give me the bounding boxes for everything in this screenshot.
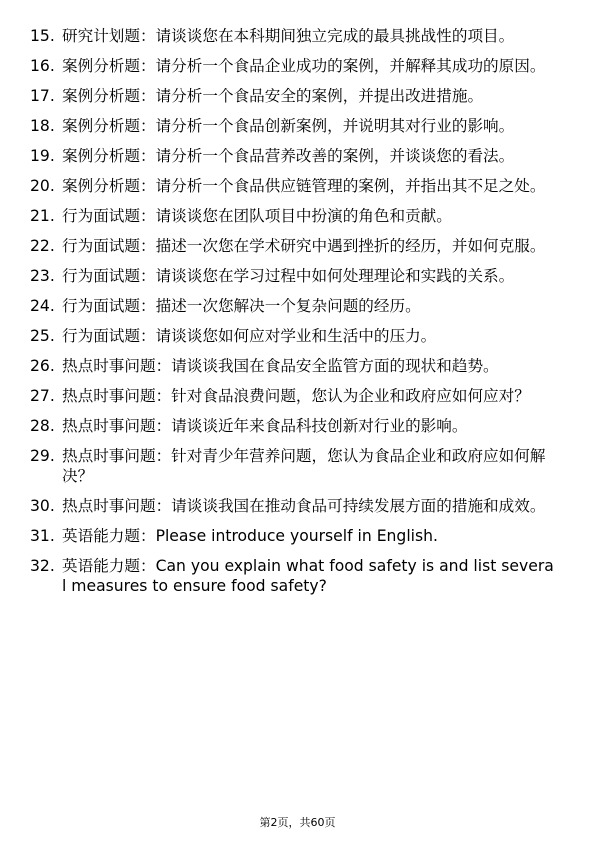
question-number: 29. [30,447,55,465]
question-text: 英语能力题：Please introduce yourself in English. [62,527,438,545]
question-item [30,386,570,406]
question-list [30,26,570,606]
question-item [30,116,570,136]
question-text: 热点时事问题：请谈谈我国在推动食品可持续发展方面的措施和成效。 [62,497,546,515]
question-number: 17. [30,87,55,105]
question-text: 案例分析题：请分析一个食品供应链管理的案例，并指出其不足之处。 [62,177,546,195]
question-number: 20. [30,177,55,195]
question-text: 行为面试题：请谈谈您在学习过程中如何处理理论和实践的关系。 [62,267,515,285]
question-number: 25. [30,327,55,345]
question-text: 行为面试题：请谈谈您如何应对学业和生活中的压力。 [62,327,437,345]
question-item [30,146,570,166]
question-number: 23. [30,267,55,285]
question-number: 19. [30,147,55,165]
question-item [30,236,570,256]
question-number: 24. [30,297,55,315]
question-item [30,176,570,196]
question-item [30,356,570,376]
question-item [30,446,570,486]
question-item [30,416,570,436]
question-number: 21. [30,207,55,225]
question-item [30,266,570,286]
question-text: 行为面试题：请谈谈您在团队项目中扮演的角色和贡献。 [62,207,452,225]
question-text: 热点时事问题：针对食品浪费问题，您认为企业和政府应如何应对？ [62,387,530,405]
question-number: 16. [30,57,55,75]
question-text: 行为面试题：描述一次您解决一个复杂问题的经历。 [62,297,421,315]
question-item [30,326,570,346]
question-number: 32. [30,557,55,575]
question-item [30,496,570,516]
question-text: 研究计划题：请谈谈您在本科期间独立完成的最具挑战性的项目。 [62,27,515,45]
question-number: 15. [30,27,55,45]
question-item [30,86,570,106]
page-footer: 第2页，共60页 [259,816,336,829]
question-number: 27. [30,387,55,405]
question-number: 31. [30,527,55,545]
question-text: 案例分析题：请分析一个食品安全的案例，并提出改进措施。 [62,87,484,105]
question-number: 22. [30,237,55,255]
question-item [30,26,570,46]
question-number: 26. [30,357,55,375]
question-text: 热点时事问题：请谈谈我国在食品安全监管方面的现状和趋势。 [62,357,499,375]
question-item [30,206,570,226]
question-text: 案例分析题：请分析一个食品创新案例，并说明其对行业的影响。 [62,117,515,135]
question-number: 30. [30,497,55,515]
question-text: 热点时事问题：针对青少年营养问题，您认为食品企业和政府应如何解决？ [62,447,546,485]
question-item [30,556,570,596]
question-text: 英语能力题：Can you explain what food safety is and list several measures to ensure food safety? [62,557,554,595]
question-number: 18. [30,117,55,135]
question-text: 案例分析题：请分析一个食品营养改善的案例，并谈谈您的看法。 [62,147,515,165]
question-item [30,526,570,546]
question-text: 热点时事问题：请谈谈近年来食品科技创新对行业的影响。 [62,417,468,435]
question-number: 28. [30,417,55,435]
question-item [30,296,570,316]
question-text: 案例分析题：请分析一个食品企业成功的案例，并解释其成功的原因。 [62,57,546,75]
question-text: 行为面试题：描述一次您在学术研究中遇到挫折的经历，并如何克服。 [62,237,546,255]
question-item [30,56,570,76]
